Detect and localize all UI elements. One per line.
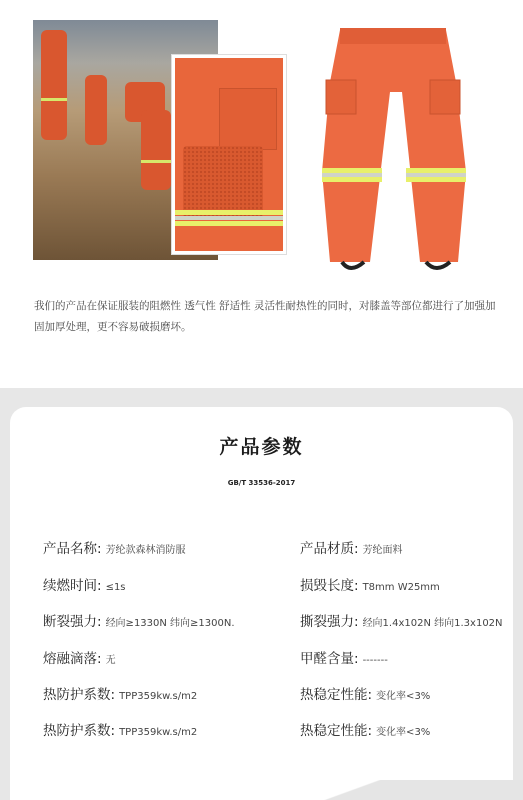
- param-row: [0, 647, 523, 671]
- param-value: -------: [362, 655, 388, 666]
- standard-code: GB/T 33536-2017: [227, 479, 296, 487]
- param-label: 热防护系数:: [43, 687, 116, 703]
- param-row: [0, 537, 523, 561]
- fabric-closeup-photo: [172, 55, 286, 254]
- param-label: 熔融滴落:: [43, 651, 102, 667]
- param-label: 断裂强力:: [43, 614, 102, 630]
- param-label: 损毁长度:: [300, 578, 359, 594]
- param-value: 芳纶款森林消防服: [105, 545, 186, 556]
- params-title: 产品参数: [219, 436, 304, 458]
- param-value: TPP359kw.s/m2: [119, 691, 198, 702]
- param-row: [0, 574, 523, 598]
- param-label: 撕裂强力:: [300, 614, 359, 630]
- param-label: 产品名称:: [43, 541, 102, 557]
- param-value: 经向≥1330N 纬向≥1300N.: [105, 618, 235, 629]
- param-row: [0, 719, 523, 743]
- param-value: 芳纶面料: [362, 545, 403, 556]
- param-label: 甲醛含量:: [300, 651, 359, 667]
- param-value: 变化率<3%: [376, 691, 431, 702]
- bottom-decoration: [245, 780, 523, 800]
- param-label: 热稳定性能:: [300, 723, 373, 739]
- param-value: T8mm W25mm: [362, 582, 440, 593]
- param-value: ≤1s: [105, 582, 126, 593]
- param-row: [0, 683, 523, 707]
- param-value: 经向1.4x102N 纬向1.3x102N: [362, 618, 503, 629]
- param-value: 变化率<3%: [376, 727, 431, 738]
- product-description: 我们的产品在保证服装的阻燃性 透气性 舒适性 灵活性耐热性的同时，对膝盖等部位都进行了加强加固加厚处理，更不容易破损磨坏。: [34, 300, 496, 333]
- param-row: [0, 610, 523, 634]
- param-value: 无: [105, 655, 116, 666]
- pants-photo: [318, 22, 468, 272]
- param-label: 热防护系数:: [43, 723, 116, 739]
- param-label: 续燃时间:: [43, 578, 102, 594]
- param-label: 热稳定性能:: [300, 687, 373, 703]
- param-label: 产品材质:: [300, 541, 359, 557]
- param-value: TPP359kw.s/m2: [119, 727, 198, 738]
